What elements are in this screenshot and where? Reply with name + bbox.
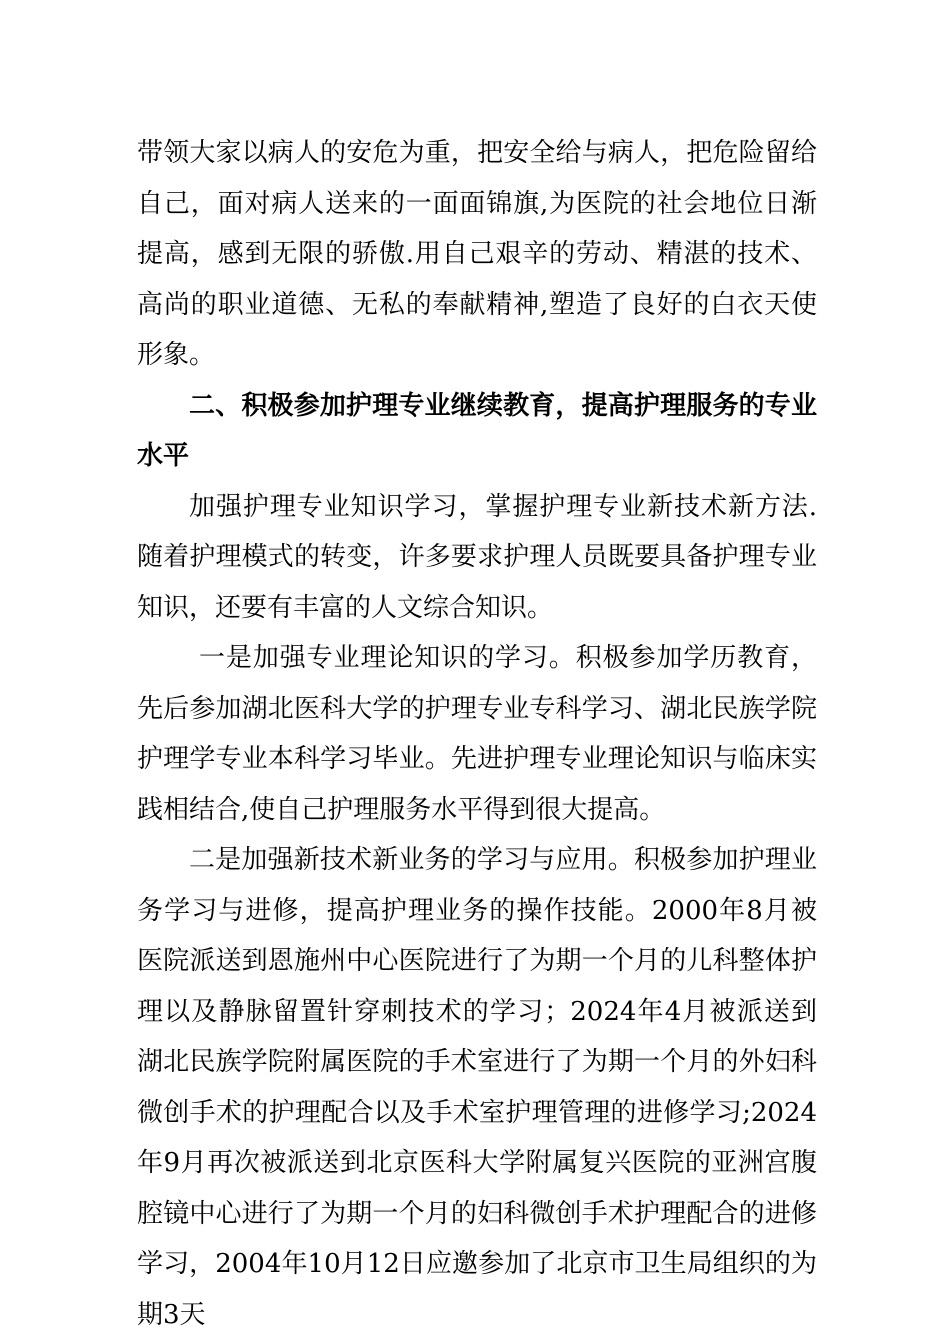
paragraph-continuation: 带领大家以病人的安危为重，把安全给与病人，把危险留给自己，面对病人送来的一面面锦旗,为医院的社会地位日渐提高，感到无限的骄傲.用自己艰辛的劳动、精湛的技术、高尚的职业道德、无私的奉献精神,塑造了良好的白衣天使形象。: [137, 138, 817, 370]
paragraph-theory-study: 一是加强专业理论知识的学习。积极参加学历教育，先后参加湖北医科大学的护理专业专科学习、湖北民族学院护理学专业本科学习毕业。先进护理专业理论知识与临床实践相结合,使自己护理服务水平得到很大提高。: [137, 643, 817, 825]
paragraph-new-tech-study: 二是加强新技术新业务的学习与应用。积极参加护理业务学习与进修，提高护理业务的操作技能。2000年8月被医院派送到恩施州中心医院进行了为期一个月的儿科整体护理以及静脉留置针穿刺技术的学习；2024年4月被派送到湖北民族学院附属医院的手术室进行了为期一个月的外妇科微创手术的护理配合以及手术室护理管理的进修学习;2024年9月再次被派送到北京医科大学附属复兴医院的亚洲宫腹腔镜中心进行了为期一个月的妇科微创手术护理配合的进修学习，2004年10月12日应邀参加了北京市卫生局组织的为期3天: [137, 845, 817, 1330]
section-heading: 二、积极参加护理专业继续教育，提高护理服务的专业水平: [137, 390, 817, 471]
document-body: [137, 128, 817, 1340]
paragraph-intro: 加强护理专业知识学习，掌握护理专业新技术新方法.随着护理模式的转变，许多要求护理人员既要具备护理专业知识，还要有丰富的人文综合知识。: [137, 491, 817, 623]
